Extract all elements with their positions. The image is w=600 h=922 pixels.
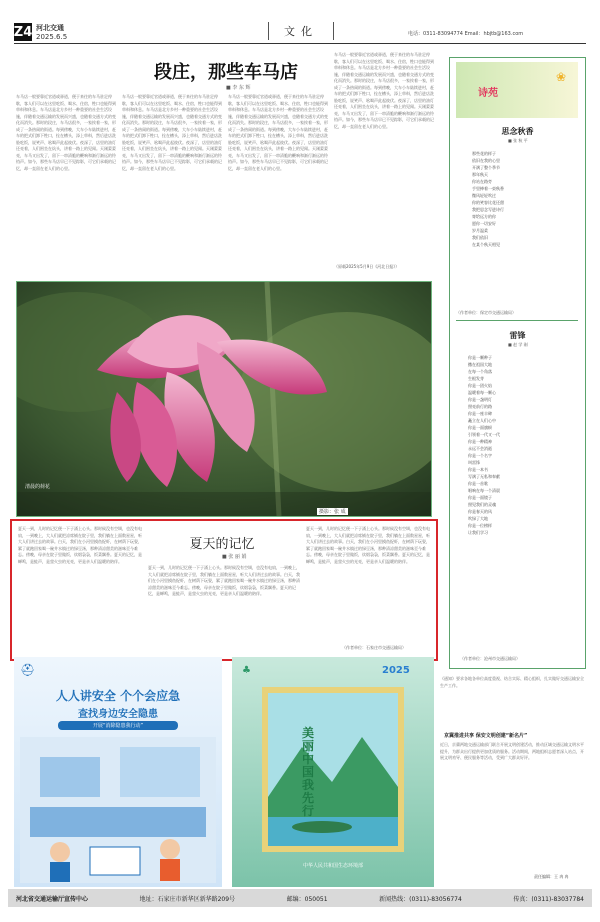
poem-line: 依旧在我的心里	[472, 158, 500, 163]
poem-line: 永远不会消逝	[468, 446, 492, 451]
paper-name: 河北交通	[36, 24, 64, 32]
poem-line: 生根发芽	[468, 376, 484, 381]
footer-publisher: 河北省交通运输厅宣传中心	[16, 895, 89, 903]
main-article-byline: ■ 李 东 辉	[226, 85, 251, 91]
eco-logo-icon: ♣	[242, 665, 251, 676]
main-article-col-4: 车马店一般要靠近官道或驿道，便于来往的车马驻足停歇，客人们可以在这里吃饭、喝水、住宿，牲口也能得到草料和休息。车马店是北方乡村一种重要的社会生活设施，伴随着交通运输的发展而兴盛，也随着交通方式的变化而消失。那时的段庄，车马店很多，一家挨着一家，形成了一条热闹的街道。每到傍晚，大车小车陆续进村，赶车的把式们卸下牲口，拴在槽头，添上草料，然后进店洗脸吃饭，说笑声、吆喝声此起彼伏。夜深了，店里的油灯还亮着，人们围坐在炕头，讲着一路上的见闻。天刚蒙蒙亮，车马又出发了，留下一串清脆的鞭响和渐行渐远的铃铛声。如今，那些车马店早已不见踪影，可它们承载的记忆，却一直留在老人们的心里。	[334, 52, 434, 129]
safety-illustration	[20, 737, 216, 883]
poem-line: 寄给远方的你	[472, 214, 496, 219]
notice-article	[440, 676, 586, 886]
poem-line: 我把思念写进诗行	[472, 207, 504, 212]
footer-address: 地址：石家庄市新华区新华路209号	[139, 895, 236, 903]
footer-zip: 邮编：050051	[286, 895, 328, 903]
poem2-source: （作者单位：沧州市交通运输局）	[460, 656, 520, 661]
lotus-illustration	[17, 282, 431, 516]
eco-ad	[232, 657, 434, 887]
poem-line: 写满了无私和奉献	[468, 474, 500, 479]
memory-title: 夏天的记忆	[189, 537, 255, 552]
poem-line: 你是一颗种子	[468, 355, 492, 360]
poem-line: 温暖着每一颗心	[468, 390, 496, 395]
eco-landscape	[262, 687, 404, 852]
poem1-lines	[472, 150, 572, 248]
poem-line: 撒在祖国大地	[468, 362, 492, 367]
poem-line: 吹绿了大地	[468, 516, 488, 521]
photo-caption: 清晨的荷花	[25, 484, 51, 490]
poem1-author: ■ 张 秋 平	[508, 138, 528, 143]
poem-line: 你是一种精神	[468, 439, 492, 444]
safety-logo-icon: ⛑	[20, 663, 36, 677]
page-number: Z4	[13, 24, 33, 40]
photo-credit: 摄影：张 成	[319, 509, 346, 515]
poem-line: 你是一面旗帜	[468, 425, 492, 430]
poem2-author: ■ 赵 学 刚	[508, 342, 528, 347]
safety-ad	[14, 657, 222, 887]
poem-line: 愿你一切安好	[472, 221, 496, 226]
issue-date: 2025.6.5	[36, 33, 68, 41]
page-footer	[8, 889, 592, 907]
main-article-title: 段庄，那些车马店	[154, 62, 298, 83]
main-article-col-3: 车马店一般要靠近官道或驿道，便于来往的车马驻足停歇，客人们可以在这里吃饭、喝水、住宿，牲口也能得到草料和休息。车马店是北方乡村一种重要的社会生活设施，伴随着交通运输的发展而兴盛，也随着交通方式的变化而消失。那时的段庄，车马店很多，一家挨着一家，形成了一条热闹的街道。每到傍晚，大车小车陆续进村，赶车的把式们卸下牲口，拴在槽头，添上草料，然后进店洗脸吃饭，说笑声、吆喝声此起彼伏。夜深了，店里的油灯还亮着，人们围坐在炕头，讲着一路上的见闻。天刚蒙蒙亮，车马又出发了，留下一串清脆的鞭响和渐行渐远的铃铛声。如今，那些车马店早已不见踪影，可它们承载的记忆，却一直留在老人们的心里。	[228, 94, 328, 171]
poem-line: 你是一盏明灯	[468, 397, 492, 402]
poetry-banner-title: 诗苑	[478, 88, 498, 99]
poem-line: 矗立在人们心中	[468, 418, 496, 423]
main-article-source: （原载2025年5月9日《河北日报》）	[334, 264, 400, 269]
footer-fax: 传真：(0311)-83037784	[513, 895, 584, 903]
poem-line: 引领着一代又一代	[468, 432, 500, 437]
safety-slogan-sub: 查找身边安全隐患	[78, 709, 158, 720]
poetry-banner	[456, 62, 578, 118]
memory-col-3: 夏天一到，儿时的记忆便一下子涌上心头。那时候没有空调，也没有电扇，一到晚上，大人们就把凉席铺在院子里，我们躺在上面数星星，听大人们讲过去的故事。白天，我们在小河里摸鱼捉虾，在树荫下玩耍，累了就跑回家喝一碗井水镇过的绿豆汤，那种清凉甜美的滋味至今难忘。傍晚，母亲在院子里做饭，炊烟袅袅，饭菜飘香。夏天的记忆，是蝉鸣，是蛙声，是萤火虫的光亮，更是亲人们温暖的陪伴。	[306, 526, 430, 564]
poem-line: 手里捧着一束秋香	[472, 186, 504, 191]
poem-line: 开满了整个季节	[472, 165, 500, 170]
section-tag: 文化	[268, 22, 334, 40]
poem-line: 你是一面镜子	[468, 495, 492, 500]
poem-line: 那年秋天	[472, 172, 488, 177]
eco-theme: 美丽中国我先行	[302, 726, 315, 818]
poem-line: 在某个秋天相见	[472, 242, 500, 247]
poem1-title: 思念秋香	[501, 126, 534, 136]
memory-col-1: 夏天一到，儿时的记忆便一下子涌上心头。那时候没有空调，也没有电扇，一到晚上，大人们就把凉席铺在院子里，我们躺在上面数星星，听大人们讲过去的故事。白天，我们在小河里摸鱼捉虾，在树荫下玩耍，累了就跑回家喝一碗井水镇过的绿豆汤，那种清凉甜美的滋味至今难忘。傍晚，母亲在院子里做饭，炊烟袅袅，饭菜飘香。夏天的记忆，是蝉鸣，是蛙声，是萤火虫的光亮，更是亲人们温暖的陪伴。	[18, 526, 142, 564]
notice-intro: 《通知》要求各地各单位高度重视、结合实际、精心组织，扎实做好交通运输安全生产工作。	[440, 676, 584, 688]
safety-slogan-tag: 开展“消除隐患我行动”	[58, 721, 178, 730]
lotus-photo	[16, 281, 432, 517]
notice-heading: 京冀推进共享 保安文明创建“新名片”	[444, 733, 528, 739]
poem-line: 你是一位榜样	[468, 523, 492, 528]
memory-byline: ■ 张 丽 娟	[222, 554, 247, 560]
main-article-col-2: 车马店一般要靠近官道或驿道，便于来往的车马驻足停歇，客人们可以在这里吃饭、喝水、住宿，牲口也能得到草料和休息。车马店是北方乡村一种重要的社会生活设施，伴随着交通运输的发展而兴盛，也随着交通方式的变化而消失。那时的段庄，车马店很多，一家挨着一家，形成了一条热闹的街道。每到傍晚，大车小车陆续进村，赶车的把式们卸下牲口，拴在槽头，添上草料，然后进店洗脸吃饭，说笑声、吆喝声此起彼伏。夜深了，店里的油灯还亮着，人们围坐在炕头，讲着一路上的见闻。天刚蒙蒙亮，车马又出发了，留下一串清脆的鞭响和渐行渐远的铃铛声。如今，那些车马店早已不见踪影，可它们承载的记忆，却一直留在老人们的心里。	[122, 94, 222, 171]
poem-line: 你是一座丰碑	[468, 411, 492, 416]
poem2-title: 雷锋	[509, 330, 526, 340]
poem-line: 你是春天的风	[468, 509, 492, 514]
editor-credit: 责任编辑：王 冉 冉	[534, 874, 569, 879]
contact-info: 电话：0311-83094774 Email：hbjtb@163.com	[408, 31, 524, 37]
footer-phone: 新闻热线：(0311)-83056774	[379, 895, 462, 903]
poem-line: 照亮前行的路	[468, 404, 492, 409]
poem-line: 让我们学习	[468, 530, 488, 535]
flower-icon: ❀	[556, 70, 567, 84]
header-rule	[14, 43, 586, 44]
poem-line: 岁月温柔	[472, 228, 488, 233]
notice-body: 近日，京冀两地交通运输部门联合开展文明创建活动，推动区域交通运输文明水平提升，为群众出行提供更加优质的服务。活动期间，两地组织志愿者深入站点，开展文明劝导、便民服务等活动，受到广大群众好评。	[440, 742, 584, 760]
poem-line: 微风轻轻吹过	[472, 193, 496, 198]
poem-line: 你站在路旁	[472, 179, 492, 184]
poetry-sidebar	[449, 57, 586, 669]
sidebar-divider	[456, 320, 578, 321]
memory-col-2: 夏天一到，儿时的记忆便一下子涌上心头。那时候没有空调，也没有电扇，一到晚上，大人们就把凉席铺在院子里，我们躺在上面数星星，听大人们讲过去的故事。白天，我们在小河里摸鱼捉虾，在树荫下玩耍，累了就跑回家喝一碗井水镇过的绿豆汤，那种清凉甜美的滋味至今难忘。傍晚，母亲在院子里做饭，炊烟袅袅，饭菜飘香。夏天的记忆，是蝉鸣，是蛙声，是萤火虫的光亮，更是亲人们温暖的陪伴。	[148, 565, 300, 596]
poem2-lines	[468, 354, 578, 536]
poem-line: 我们依旧	[472, 235, 488, 240]
poem-line: 你是一个名字	[468, 453, 492, 458]
safety-slogan-main: 人人讲安全 个个会应急	[55, 689, 181, 703]
main-article-col-1: 车马店一般要靠近官道或驿道，便于来往的车马驻足停歇，客人们可以在这里吃饭、喝水、住宿，牲口也能得到草料和休息。车马店是北方乡村一种重要的社会生活设施，伴随着交通运输的发展而兴盛，也随着交通方式的变化而消失。那时的段庄，车马店很多，一家挨着一家，形成了一条热闹的街道。每到傍晚，大车小车陆续进村，赶车的把式们卸下牲口，拴在槽头，添上草料，然后进店洗脸吃饭，说笑声、吆喝声此起彼伏。夜深了，店里的油灯还亮着，人们围坐在炕头，讲着一路上的见闻。天刚蒙蒙亮，车马又出发了，留下一串清脆的鞭响和渐行渐远的铃铛声。如今，那些车马店早已不见踪影，可它们承载的记忆，却一直留在老人们的心里。	[16, 94, 116, 171]
memory-source: （作者单位：石家庄市交通运输局）	[342, 645, 406, 650]
poem-line: 在每一个角落	[468, 369, 492, 374]
eco-issuer: 中华人民共和国生态环境部	[302, 863, 363, 869]
poem-line: 你的笑容比花还甜	[472, 200, 504, 205]
main-article	[16, 52, 436, 277]
summer-memory-article	[10, 519, 438, 661]
poem-line: 你是一首歌	[468, 481, 488, 486]
poem1-source: （作者单位：保定市交通运输局）	[456, 310, 516, 315]
page-header	[0, 0, 600, 44]
poem-line: 那些花的样子	[472, 151, 496, 156]
poem-line: 你是一本书	[468, 467, 488, 472]
poem-line: 照见我们的灵魂	[468, 502, 496, 507]
eco-year: 2025	[382, 665, 410, 676]
poem-line: 你是一团火焰	[468, 383, 492, 388]
poem-line: 叫雷锋	[468, 460, 480, 465]
poem-line: 唱响在每一个清晨	[468, 488, 500, 493]
